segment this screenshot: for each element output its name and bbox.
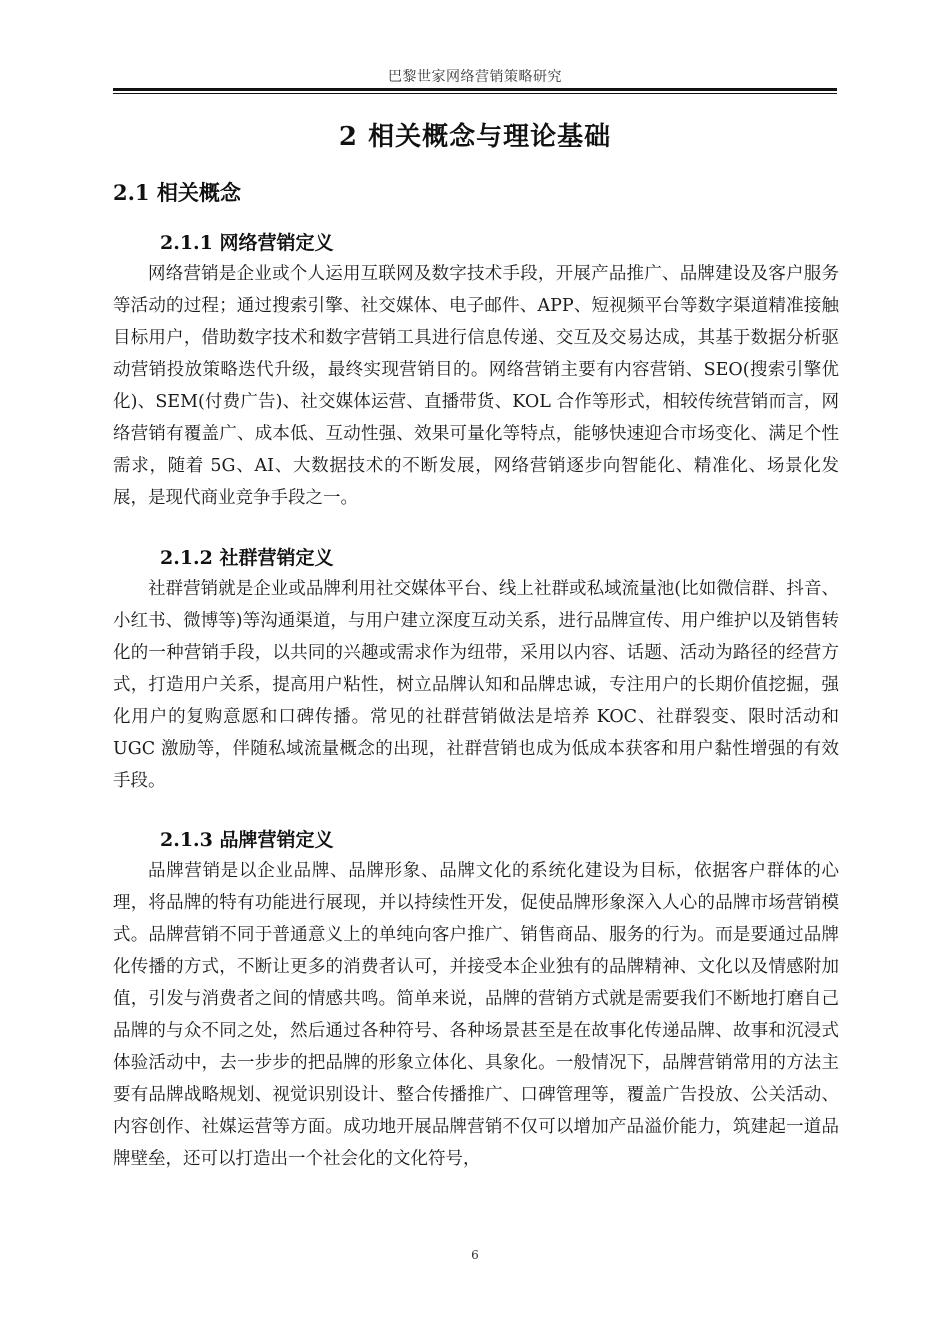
header-rule-thin	[113, 93, 837, 94]
paragraph-brand-marketing: 品牌营销是以企业品牌、品牌形象、品牌文化的系统化建设为目标，依据客户群体的心理，将品牌的特有功能进行展现，并以持续性开发，促使品牌形象深入人心的品牌市场营销模式。品牌营销不同于普通意义上的单纯向客户推广、销售商品、服务的行为。而是要通过品牌化传播的方式，不断让更多的消费者认可，并接受本企业独有的品牌精神、文化以及情感附加值，引发与消费者之间的情感共鸣。简单来说，品牌的营销方式就是需要我们不断地打磨自己品牌的与众不同之处，然后通过各种符号、各种场景甚至是在故事化传递品牌、故事和沉浸式体验活动中，去一步步的把品牌的形象立体化、具象化。一般情况下，品牌营销常用的方法主要有品牌战略规划、视觉识别设计、整合传播推广、口碑管理等，覆盖广告投放、公关活动、内容创作、社媒运营等方面。成功地开展品牌营销不仅可以增加产品溢价能力，筑建起一道品牌壁垒，还可以打造出一个社会化的文化符号，	[113, 861, 839, 1169]
header-rule	[113, 88, 837, 91]
subsection-title-brand-marketing: 2.1.3 品牌营销定义	[160, 829, 334, 851]
subsection-title-community-marketing: 2.1.2 社群营销定义	[160, 547, 334, 569]
page-number: 6	[471, 1248, 479, 1262]
paragraph-network-marketing: 网络营销是企业或个人运用互联网及数字技术手段，开展产品推广、品牌建设及客户服务等活动的过程；通过搜索引擎、社交媒体、电子邮件、APP、短视频平台等数字渠道精准接触目标用户，借助数字技术和数字营销工具进行信息传递、交互及交易达成，其基于数据分析驱动营销投放策略迭代升级，最终实现营销目的。网络营销主要有内容营销、SEO(搜索引擎优化)、SEM(付费广告)、社交媒体运营、直播带货、KOL 合作等形式，相较传统营销而言，网络营销有覆盖广、成本低、互动性强、效果可量化等特点，能够快速迎合市场变化、满足个性需求，随着 5G、AI、大数据技术的不断发展，网络营销逐步向智能化、精准化、场景化发展，是现代商业竞争手段之一。	[113, 264, 839, 508]
paragraph-community-marketing: 社群营销就是企业或品牌利用社交媒体平台、线上社群或私域流量池(比如微信群、抖音、小红书、微博等)等沟通渠道，与用户建立深度互动关系，进行品牌宣传、用户维护以及销售转化的一种营销手段，以共同的兴趣或需求作为纽带，采用以内容、话题、活动为路径的经营方式，打造用户关系，提高用户粘性，树立品牌认知和品牌忠诚，专注用户的长期价值挖掘，强化用户的复购意愿和口碑传播。常见的社群营销做法是培养 KOC、社群裂变、限时活动和 UGC 激励等，伴随私域流量概念的出现，社群营销也成为低成本获客和用户黏性增强的有效手段。	[113, 579, 839, 791]
running-header: 巴黎世家网络营销策略研究	[388, 69, 562, 85]
section-title: 2.1 相关概念	[113, 180, 241, 205]
chapter-title: 2 相关概念与理论基础	[338, 122, 612, 152]
subsection-title-network-marketing: 2.1.1 网络营销定义	[160, 232, 334, 254]
